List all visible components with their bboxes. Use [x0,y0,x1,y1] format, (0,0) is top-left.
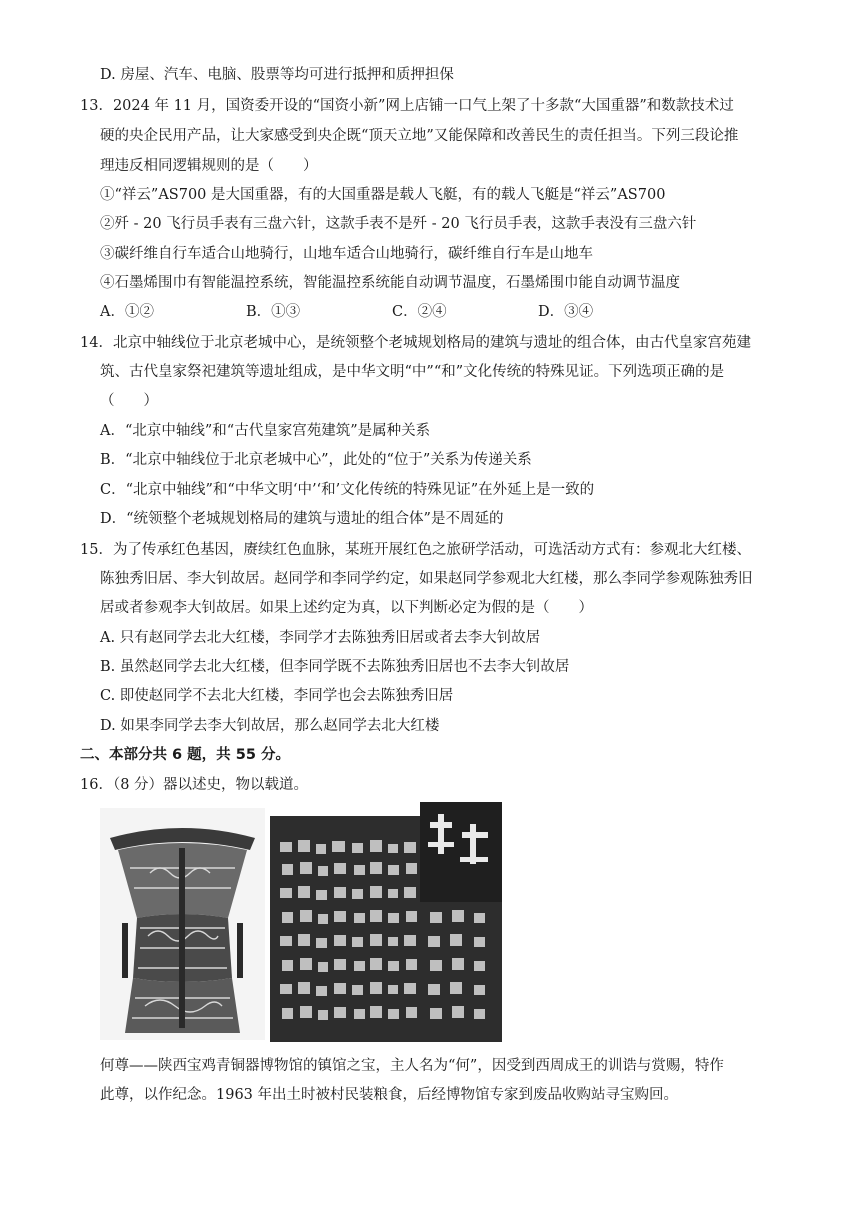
q13-option-d: D．③④ [538,304,594,320]
q13-stem-line-2: 硬的央企民用产品，让大家感受到央企既“顶天立地”又能保障和改善民生的责任担当。下列三段论推 [100,128,739,144]
q14-option-b: B．“北京中轴线位于北京老城中心”，此处的“位于”关系为传递关系 [100,452,532,468]
q14-stem-line-1: 14．北京中轴线位于北京老城中心，是统领整个老城规划格局的建筑与遗址的组合体，由古代皇家宫苑建 [80,335,751,351]
q13-option-c: C．②④ [392,304,447,320]
q14-option-a: A．“北京中轴线”和“古代皇家宫苑建筑”是属种关系 [100,423,431,439]
figure-caption-line-2: 此尊，以作纪念。1963 年出土时被村民装粮食，后经博物馆专家到废品收购站寻宝购回。 [100,1087,679,1103]
q13-options [100,302,600,322]
q15-option-b: B. 虽然赵同学去北大红楼，但李同学既不去陈独秀旧居也不去李大钊故居 [100,659,570,675]
q15-stem-line-3: 居或者参观李大钊故居。如果上述约定为真，以下判断必定为假的是（ ） [100,600,593,616]
q13-option-a: A．①② [100,304,154,320]
q15-option-a: A. 只有赵同学去北大红楼，李同学才去陈独秀旧居或者去李大钊故居 [100,630,541,646]
q15-stem-line-2: 陈独秀旧居、李大钊故居。赵同学和李同学约定，如果赵同学参观北大红楼，那么李同学参观陈独秀旧 [100,571,753,587]
bronze-inscription-rubbing [270,802,502,1042]
figure-caption-line-1: 何尊——陕西宝鸡青铜器博物馆的镇馆之宝，主人名为“何”，因受到西周成王的训诰与赏赐，特作 [100,1058,724,1074]
q13-stem-line-1: 13．2024 年 11 月，国资委开设的“国资小新”网上店铺一口气上架了十多款“大国重器”和数款技术过 [80,98,734,114]
bronze-vessel-photo [100,808,265,1040]
q15-option-c: C. 即使赵同学不去北大红楼，李同学也会去陈独秀旧居 [100,688,454,704]
q13-statement-1: ①“祥云”AS700 是大国重器，有的大国重器是载人飞艇，有的载人飞艇是“祥云”AS700 [100,187,666,203]
q16-stem: 16．（8 分）器以述史，物以载道。 [80,777,309,793]
q13-statement-3: ③碳纤维自行车适合山地骑行，山地车适合山地骑行，碳纤维自行车是山地车 [100,246,593,262]
q14-stem-line-3: （ ） [100,393,158,409]
q14-option-d: D．“统领整个老城规划格局的建筑与遗址的组合体”是不周延的 [100,511,504,527]
bronze-vessel-icon [100,808,265,1040]
q12-option-d: D. 房屋、汽车、电脑、股票等均可进行抵押和质押担保 [100,67,454,83]
inscription-rubbing-icon [270,802,502,1042]
q13-statement-2: ②歼 - 20 飞行员手表有三盘六针，这款手表不是歼 - 20 飞行员手表，这款手表没有三盘六针 [100,216,697,232]
q15-stem-line-1: 15．为了传承红色基因，赓续红色血脉，某班开展红色之旅研学活动，可选活动方式有：参观北大红楼、 [80,542,751,558]
q13-stem-line-3: 理违反相同逻辑规则的是（ ） [100,158,318,174]
section-2-heading: 二、本部分共 6 题，共 55 分。 [80,747,290,763]
q13-statement-4: ④石墨烯围巾有智能温控系统，智能温控系统能自动调节温度，石墨烯围巾能自动调节温度 [100,275,680,291]
q14-stem-line-2: 筑、古代皇家祭祀建筑等遗址组成，是中华文明“中”“和”文化传统的特殊见证。下列选项正确的是 [100,364,725,380]
q15-option-d: D. 如果李同学去李大钊故居，那么赵同学去北大红楼 [100,718,440,734]
q13-option-b: B．①③ [246,304,301,320]
q14-option-c: C．“北京中轴线”和“中华文明‘中’‘和’文化传统的特殊见证”在外延上是一致的 [100,482,595,498]
